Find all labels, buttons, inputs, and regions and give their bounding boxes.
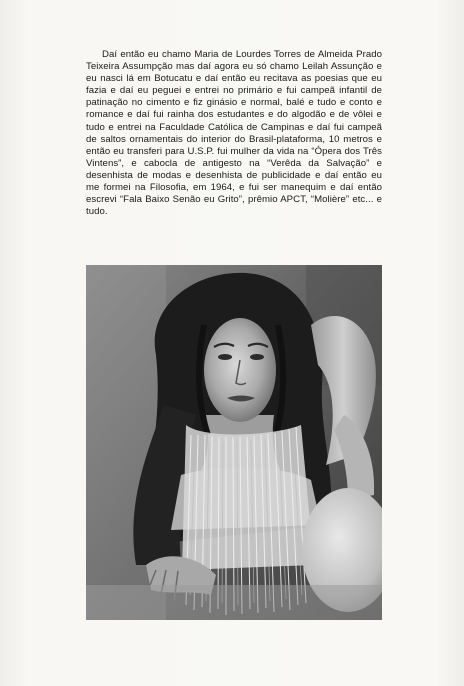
biography-paragraph: Daí então eu chamo Maria de Lourdes Torres de Almeida Prado Teixeira Assumpção mas daí agora eu só chamo Leilah Assunção e eu nasci lá em Botucatu e daí então eu recitava as poesias que eu fazia e daí eu peguei e entrei no primário e fui campeã infantil de patinação no cimento e fiz ginásio e normal, balé e tudo e conto e romance e daí fui rainha dos estudantes e do algodão e de vôlei e tudo e entrei na Faculdade Católica de Campinas e daí fui campeã de saltos ornamentais do interior do Brasil-plataforma, 10 metros e então eu transferi para U.S.P. fui mulher da vida na “Ópera dos Três Vintens”, e cabocla de antigesto na “Verêda da Salvação” e desenhista de modas e desenhista de publicidade e daí então eu me formei na Filosofia, em 1964, e fui ser manequim e daí então escrevi “Fala Baixo Senão eu Grito”, prêmio APCT, “Molière” etc... e tudo. bbox=[86, 49, 382, 218]
portrait-photo bbox=[86, 265, 382, 620]
portrait-illustration bbox=[86, 265, 382, 620]
